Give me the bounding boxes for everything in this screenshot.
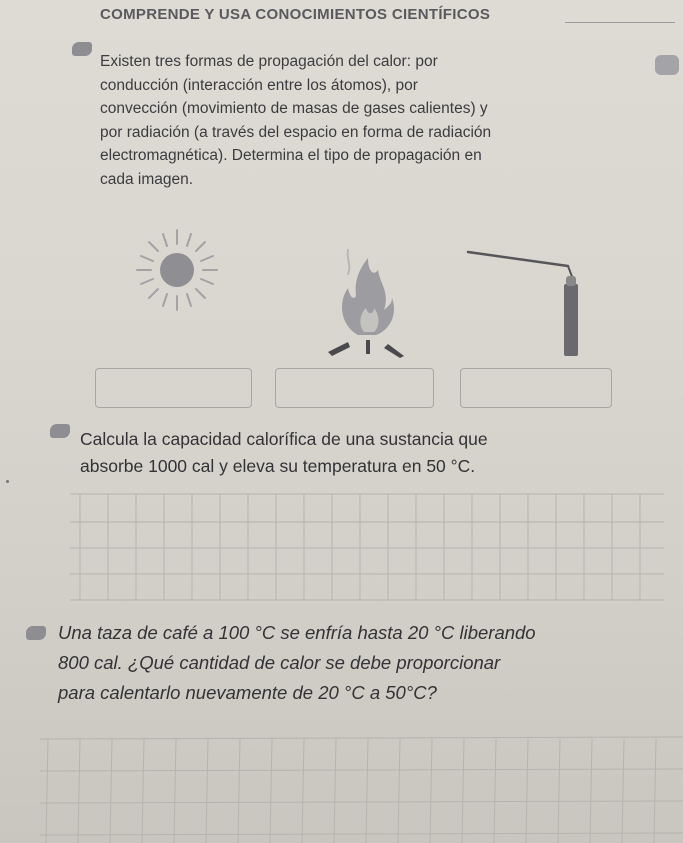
page-edge-mark — [655, 55, 679, 75]
question-2-bullet — [50, 424, 70, 438]
question-1-line: conducción (interacción entre los átomos), por — [100, 76, 418, 94]
answer-box-campfire[interactable] — [275, 368, 434, 408]
question-1-line: convección (movimiento de masas de gases calientes) y — [100, 100, 488, 117]
question-3-bullet — [26, 626, 46, 640]
question-1-bullet — [72, 42, 92, 56]
question-2-work-grid[interactable] — [70, 492, 664, 604]
header-rule — [565, 22, 675, 23]
question-3-line: 800 cal. ¿Qué cantidad de calor se debe proporcionar — [58, 652, 501, 673]
question-2-text — [80, 426, 488, 480]
sun-icon — [125, 222, 235, 322]
heated-rod-icon — [460, 240, 600, 365]
question-1-line: cada imagen. — [100, 170, 194, 188]
question-1-line: electromagnética). Determina el tipo de propagación en — [100, 147, 482, 164]
question-3-work-grid[interactable] — [40, 735, 683, 843]
margin-dot — [6, 480, 9, 483]
section-title: COMPRENDE Y USA CONOCIMIENTOS CIENTÍFICOS — [100, 6, 491, 23]
question-3-line: Una taza de café a 100 °C se enfría hasta 20 °C liberando — [58, 622, 536, 643]
campfire-icon — [318, 240, 418, 360]
answer-box-sun[interactable] — [95, 368, 252, 408]
question-3-text — [58, 618, 536, 708]
answer-box-rod[interactable] — [460, 368, 612, 408]
question-2-line: absorbe 1000 cal y eleva su temperatura en 50 °C. — [80, 456, 476, 476]
question-1-line: por radiación (a través del espacio en forma de radiación — [100, 123, 492, 141]
question-3-line: para calentarlo nuevamente de 20 °C a 50°C? — [58, 682, 437, 703]
question-1-line: Existen tres formas de propagación del calor: por — [100, 53, 438, 70]
question-1-text — [100, 50, 620, 191]
question-2-line: Calcula la capacidad calorífica de una sustancia que — [80, 429, 488, 449]
